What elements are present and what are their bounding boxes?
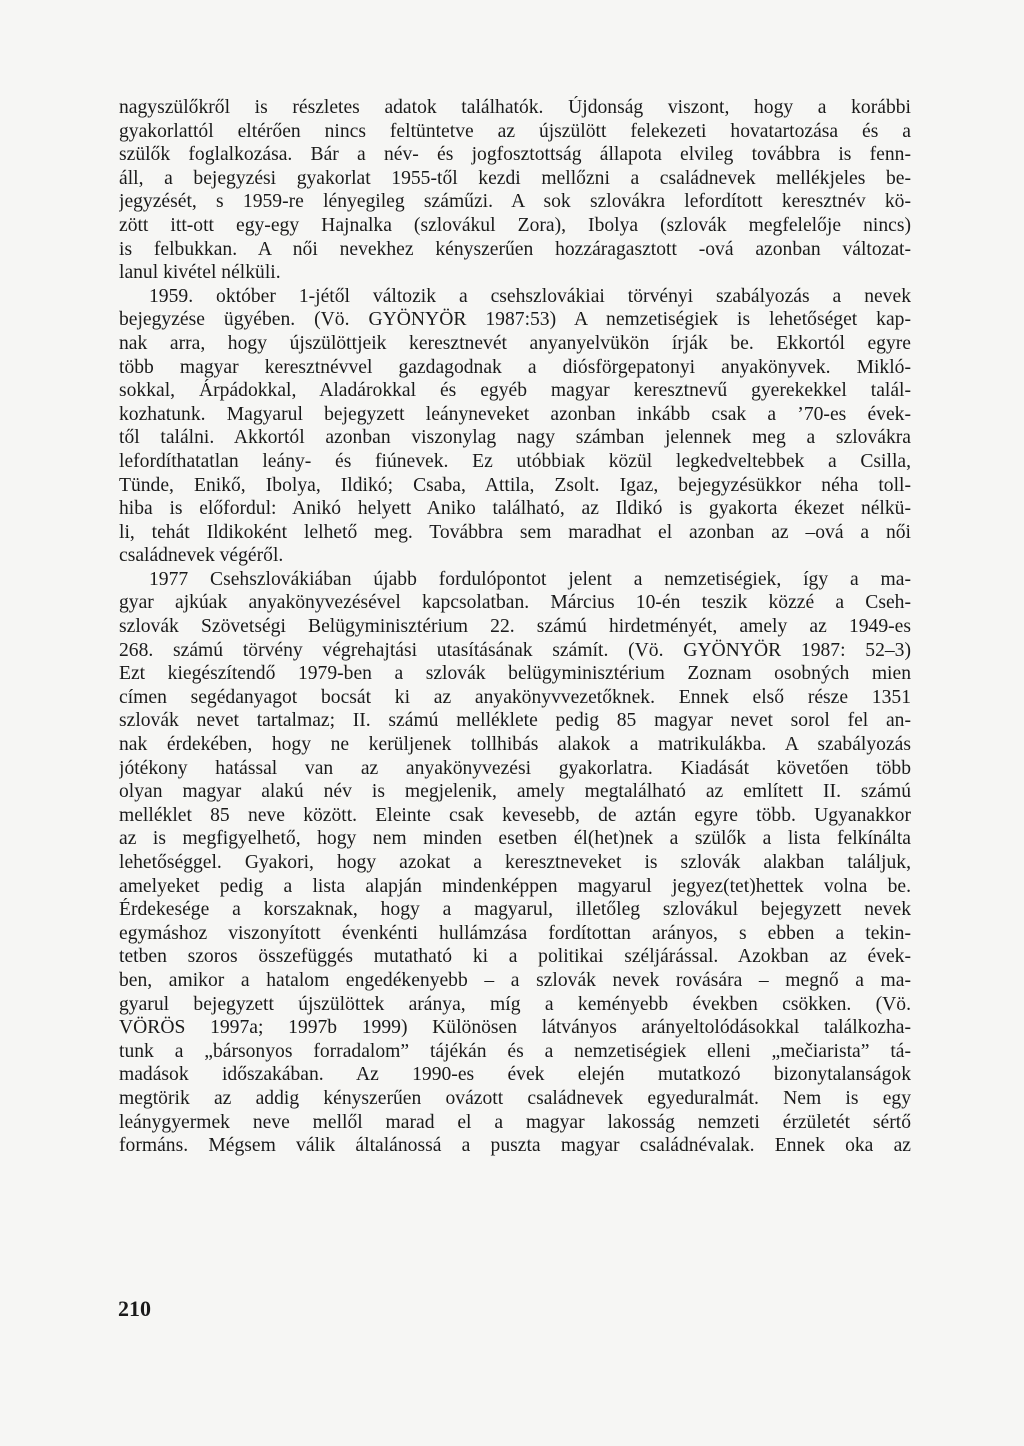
text-line: sokkal, Árpádokkal, Aladárokkal és egyéb magyar keresztnevű gyerekekkel talál- <box>119 380 911 402</box>
text-line: szlovák nevet tartalmaz; II. számú melléklete pedig 85 magyar nevet sorol fel an- <box>119 710 911 732</box>
text-line: áll, a bejegyzési gyakorlat 1955-től kezdi mellőzni a családnevek mellékjeles be- <box>119 167 911 189</box>
text-line: li, tehát Ildikoként lelhető meg. Továbbra sem maradhat el azonban az –ová a női <box>119 521 911 543</box>
text-line: jótékony hatással van az anyakönyvezési gyakorlatra. Kiadását követően több <box>119 757 911 779</box>
text-line: megtörik az addig kényszerűen ovázott családnevek egyeduralmát. Nem is egy <box>119 1087 911 1109</box>
text-line: lanul kivétel nélküli. <box>119 262 281 284</box>
page-number: 210 <box>118 1296 151 1321</box>
text-line: gyakorlattól eltérően nincs feltüntetve az újszülött felekezeti hovatartozása és a <box>119 120 911 142</box>
text-line: zött itt-ott egy-egy Hajnalka (szlovákul Zora), Ibolya (szlovák megfelelője nincs) <box>119 214 911 236</box>
text-line: is felbukkan. A női nevekhez kényszerűen hozzáragasztott -ová azonban változat- <box>119 238 911 260</box>
text-line: lehetőséggel. Gyakori, hogy azokat a keresztneveket is szlovák alakban találjuk, <box>119 852 911 873</box>
text-line: 1959. október 1-jétől változik a csehszlovákiai törvényi szabályozás a nevek <box>149 285 911 307</box>
text-line: több magyar keresztnévvel gazdagodnak a diósförgepatonyi anyakönyvek. Mikló- <box>119 356 911 378</box>
text-line: szlovák Szövetségi Belügyminisztérium 22. számú hirdetményét, amely az 1949-es <box>119 616 911 638</box>
text-line: nagyszülőkről is részletes adatok találhatók. Újdonság viszont, hogy a korábbi <box>119 97 911 118</box>
text-line: szülők foglalkozása. Bár a név- és jogfosztottság állapota elvileg továbbra is fenn- <box>119 144 911 166</box>
text-line: nak arra, hogy újszülöttjeik keresztnevét anyanyelvükön írják be. Ekkortól egyre <box>119 332 911 354</box>
text-line: olyan magyar alakú név is megjelenik, amely megtalálható az említett II. számú <box>119 781 911 803</box>
text-line: től találni. Akkortól azonban viszonylag nagy számban jelennek meg a szlovákra <box>119 427 911 449</box>
text-line: lefordíthatatlan leány- és fiúnevek. Ez utóbbiak közül legkedveltebbek a Csilla, <box>119 450 911 472</box>
text-line: madások időszakában. Az 1990-es évek elején mutatkozó bizonytalanságok <box>119 1064 911 1086</box>
text-line: kozhatunk. Magyarul bejegyzett leányneveket azonban inkább csak a ’70-es évek- <box>119 403 911 425</box>
text-line: leánygyermek neve mellől marad el a magyar lakosság nemzeti érzületét sértő <box>119 1111 911 1133</box>
text-line: tetben szoros összefüggés mutatható ki a politikai széljárással. Azokban az évek- <box>119 946 911 968</box>
text-line: egymáshoz viszonyított évenkénti hullámzása fordítottan arányos, s ebben a tekin- <box>119 922 911 944</box>
text-line: nak érdekében, hogy ne kerüljenek tollhibás alakok a matrikulákba. A szabályozás <box>119 734 911 756</box>
text-line: formáns. Mégsem válik általánossá a puszta magyar családnévalak. Ennek oka az <box>119 1135 911 1157</box>
text-line: VÖRÖS 1997a; 1997b 1999) Különösen látványos arányeltolódásokkal találkozha- <box>119 1017 911 1039</box>
text-line: ben, amikor a hatalom engedékenyebb – a szlovák nevek rovására – megnő a ma- <box>119 969 911 991</box>
text-line: jegyzését, s 1959-re lényegileg száműzi. A sok szlovákra lefordított keresztnév kö- <box>119 191 911 213</box>
text-line: melléklet 85 neve között. Eleinte csak kevesebb, de aztán egyre több. Ugyanakkor <box>119 804 911 826</box>
text-line: az is megfigyelhető, hogy nem minden esetben él(het)nek a szülők a lista felkínálta <box>119 828 911 850</box>
text-line: Tünde, Enikő, Ibolya, Ildikó; Csaba, Attila, Zsolt. Igaz, bejegyzésükkor néha toll- <box>119 474 911 496</box>
text-line: Érdekesége a korszaknak, hogy a magyarul, illetőleg szlovákul bejegyzett nevek <box>119 899 911 921</box>
text-line: családnevek végéről. <box>119 545 284 567</box>
text-line: 1977 Csehszlovákiában újabb fordulópontot jelent a nemzetiségiek, így a ma- <box>149 568 911 590</box>
text-line: hiba is előfordul: Anikó helyett Aniko található, az Ildikó is gyakorta ékezet nélkü- <box>119 498 911 520</box>
text-line: amelyeket pedig a lista alapján mindenképpen magyarul jegyez(tet)hettek volna be. <box>119 875 911 897</box>
text-line: gyar ajkúak anyakönyvezésével kapcsolatban. Március 10-én teszik közzé a Cseh- <box>119 592 911 614</box>
body-text <box>119 96 911 1158</box>
text-line: gyarul bejegyzett újszülöttek aránya, míg a keményebb években csökken. (Vö. <box>119 993 911 1015</box>
text-line: Ezt kiegészítendő 1979-ben a szlovák belügyminisztérium Zoznam osobných mien <box>119 663 911 685</box>
text-line: bejegyzése ügyében. (Vö. GYÖNYÖR 1987:53) A nemzetiségiek is lehetőséget kap- <box>119 309 911 331</box>
text-line: címen segédanyagot bocsát ki az anyakönyvvezetőknek. Ennek első része 1351 <box>119 686 911 708</box>
text-line: tunk a „bársonyos forradalom” tájékán és a nemzetiségiek elleni „mečiarista” tá- <box>119 1040 911 1062</box>
text-line: 268. számú törvény végrehajtási utasításának számít. (Vö. GYÖNYÖR 1987: 52–3) <box>119 639 911 661</box>
